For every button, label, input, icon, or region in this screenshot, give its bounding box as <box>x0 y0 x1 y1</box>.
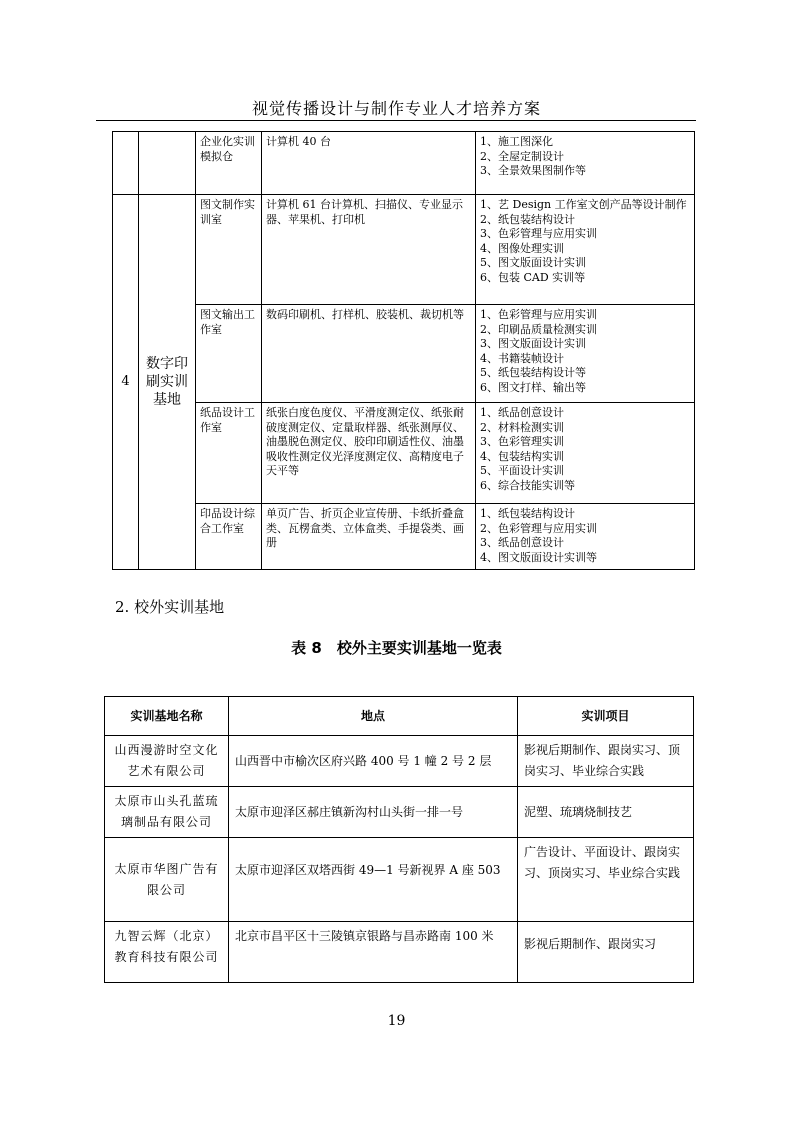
list-item: 2、材料检测实训 <box>480 420 564 434</box>
equipment-list: 计算机 40 台 <box>262 132 476 195</box>
list-item: 3、图文版面设计实训 <box>480 337 586 351</box>
lab-name: 印品设计综合工作室 <box>196 504 262 570</box>
list-item: 5、图文版面设计实训 <box>480 256 586 270</box>
table-row <box>113 305 695 403</box>
base-name: 山西漫游时空文化艺术有限公司 <box>105 736 229 787</box>
equipment-list: 计算机 61 台计算机、扫描仪、专业显示器、苹果机、打印机 <box>262 195 476 305</box>
table-header-row <box>105 697 694 736</box>
group-number: 4 <box>113 195 139 570</box>
list-item: 5、平面设计实训 <box>480 464 564 478</box>
table-row <box>105 787 694 838</box>
section-subheading: 2. 校外实训基地 <box>115 598 225 616</box>
base-name: 九智云辉（北京）教育科技有限公司 <box>105 922 229 983</box>
base-projects: 影视后期制作、跟岗实习 <box>518 922 694 983</box>
list-item: 6、综合技能实训等 <box>480 478 575 492</box>
base-projects: 泥塑、琉璃烧制技艺 <box>518 787 694 838</box>
running-header: 视觉传播设计与制作专业人才培养方案 <box>251 99 541 118</box>
project-list <box>476 504 695 570</box>
list-item: 1、施工图深化 <box>480 135 553 148</box>
project-list <box>476 132 695 195</box>
column-header: 实训项目 <box>518 697 694 736</box>
list-item: 3、全景效果图制作等 <box>480 164 586 178</box>
table-cell <box>139 132 196 195</box>
base-location: 北京市昌平区十三陵镇京银路与昌赤路南 100 米 <box>229 922 518 983</box>
base-location: 太原市迎泽区双塔西街 49—1 号新视界 A 座 503 <box>229 838 518 922</box>
list-item: 4、图像处理实训 <box>480 241 564 255</box>
equipment-list: 纸张白度色度仪、平滑度测定仪、纸张耐破度测定仪、定量取样器、纸张测厚仪、油墨脱色测定仪、胶印印刷适性仪、油墨吸收性测定仪光泽度测定仪、高精度电子天平等 <box>262 403 476 504</box>
column-header: 地点 <box>229 697 518 736</box>
table-row <box>105 838 694 922</box>
list-item: 1、艺 Design 工作室文创产品等设计制作 <box>480 198 687 211</box>
table-cell <box>113 132 139 195</box>
list-item: 1、纸品创意设计 <box>480 406 564 419</box>
table-row <box>105 736 694 787</box>
list-item: 2、印刷品质量检测实训 <box>480 322 597 336</box>
table-row <box>113 132 695 195</box>
list-item: 4、书籍装帧设计 <box>480 351 564 365</box>
list-item: 1、纸包装结构设计 <box>480 507 575 520</box>
base-projects: 影视后期制作、跟岗实习、顶岗实习、毕业综合实践 <box>518 736 694 787</box>
lab-name: 图文输出工作室 <box>196 305 262 403</box>
project-list <box>476 403 695 504</box>
base-projects: 广告设计、平面设计、跟岗实习、顶岗实习、毕业综合实践 <box>518 838 694 922</box>
table-row <box>105 922 694 983</box>
offsite-base-table <box>104 696 694 983</box>
header-rule <box>96 120 696 121</box>
list-item: 6、包装 CAD 实训等 <box>480 270 586 284</box>
project-list <box>476 305 695 403</box>
list-item: 4、包装结构实训 <box>480 449 564 463</box>
base-name: 太原市山头孔蓝琉璃制品有限公司 <box>105 787 229 838</box>
list-item: 3、纸品创意设计 <box>480 536 564 550</box>
table-row <box>113 195 695 305</box>
base-location: 山西晋中市榆次区府兴路 400 号 1 幢 2 号 2 层 <box>229 736 518 787</box>
equipment-list: 数码印刷机、打样机、胶装机、裁切机等 <box>262 305 476 403</box>
project-list <box>476 195 695 305</box>
list-item: 2、纸包装结构设计 <box>480 212 575 226</box>
base-name: 太原市华图广告有限公司 <box>105 838 229 922</box>
table-caption: 表 8 校外主要实训基地一览表 <box>291 639 502 657</box>
group-name: 数字印刷实训基地 <box>139 195 196 570</box>
list-item: 5、纸包装结构设计等 <box>480 366 586 380</box>
base-location: 太原市迎泽区郝庄镇新沟村山头街一排一号 <box>229 787 518 838</box>
table-row <box>113 403 695 504</box>
lab-name: 图文制作实训室 <box>196 195 262 305</box>
column-header: 实训基地名称 <box>105 697 229 736</box>
equipment-list: 单页广告、折页企业宣传册、卡纸折叠盒类、瓦楞盒类、立体盒类、手提袋类、画册 <box>262 504 476 570</box>
list-item: 4、图文版面设计实训等 <box>480 550 597 564</box>
list-item: 2、色彩管理与应用实训 <box>480 521 597 535</box>
list-item: 6、图文打样、输出等 <box>480 380 586 394</box>
page-number: 19 <box>387 1013 406 1029</box>
onsite-facility-table <box>112 131 695 570</box>
list-item: 3、色彩管理与应用实训 <box>480 227 597 241</box>
table-row <box>113 504 695 570</box>
lab-name: 企业化实训模拟仓 <box>196 132 262 195</box>
lab-name: 纸品设计工作室 <box>196 403 262 504</box>
list-item: 2、全屋定制设计 <box>480 149 564 163</box>
list-item: 3、色彩管理实训 <box>480 435 564 449</box>
list-item: 1、色彩管理与应用实训 <box>480 308 597 321</box>
